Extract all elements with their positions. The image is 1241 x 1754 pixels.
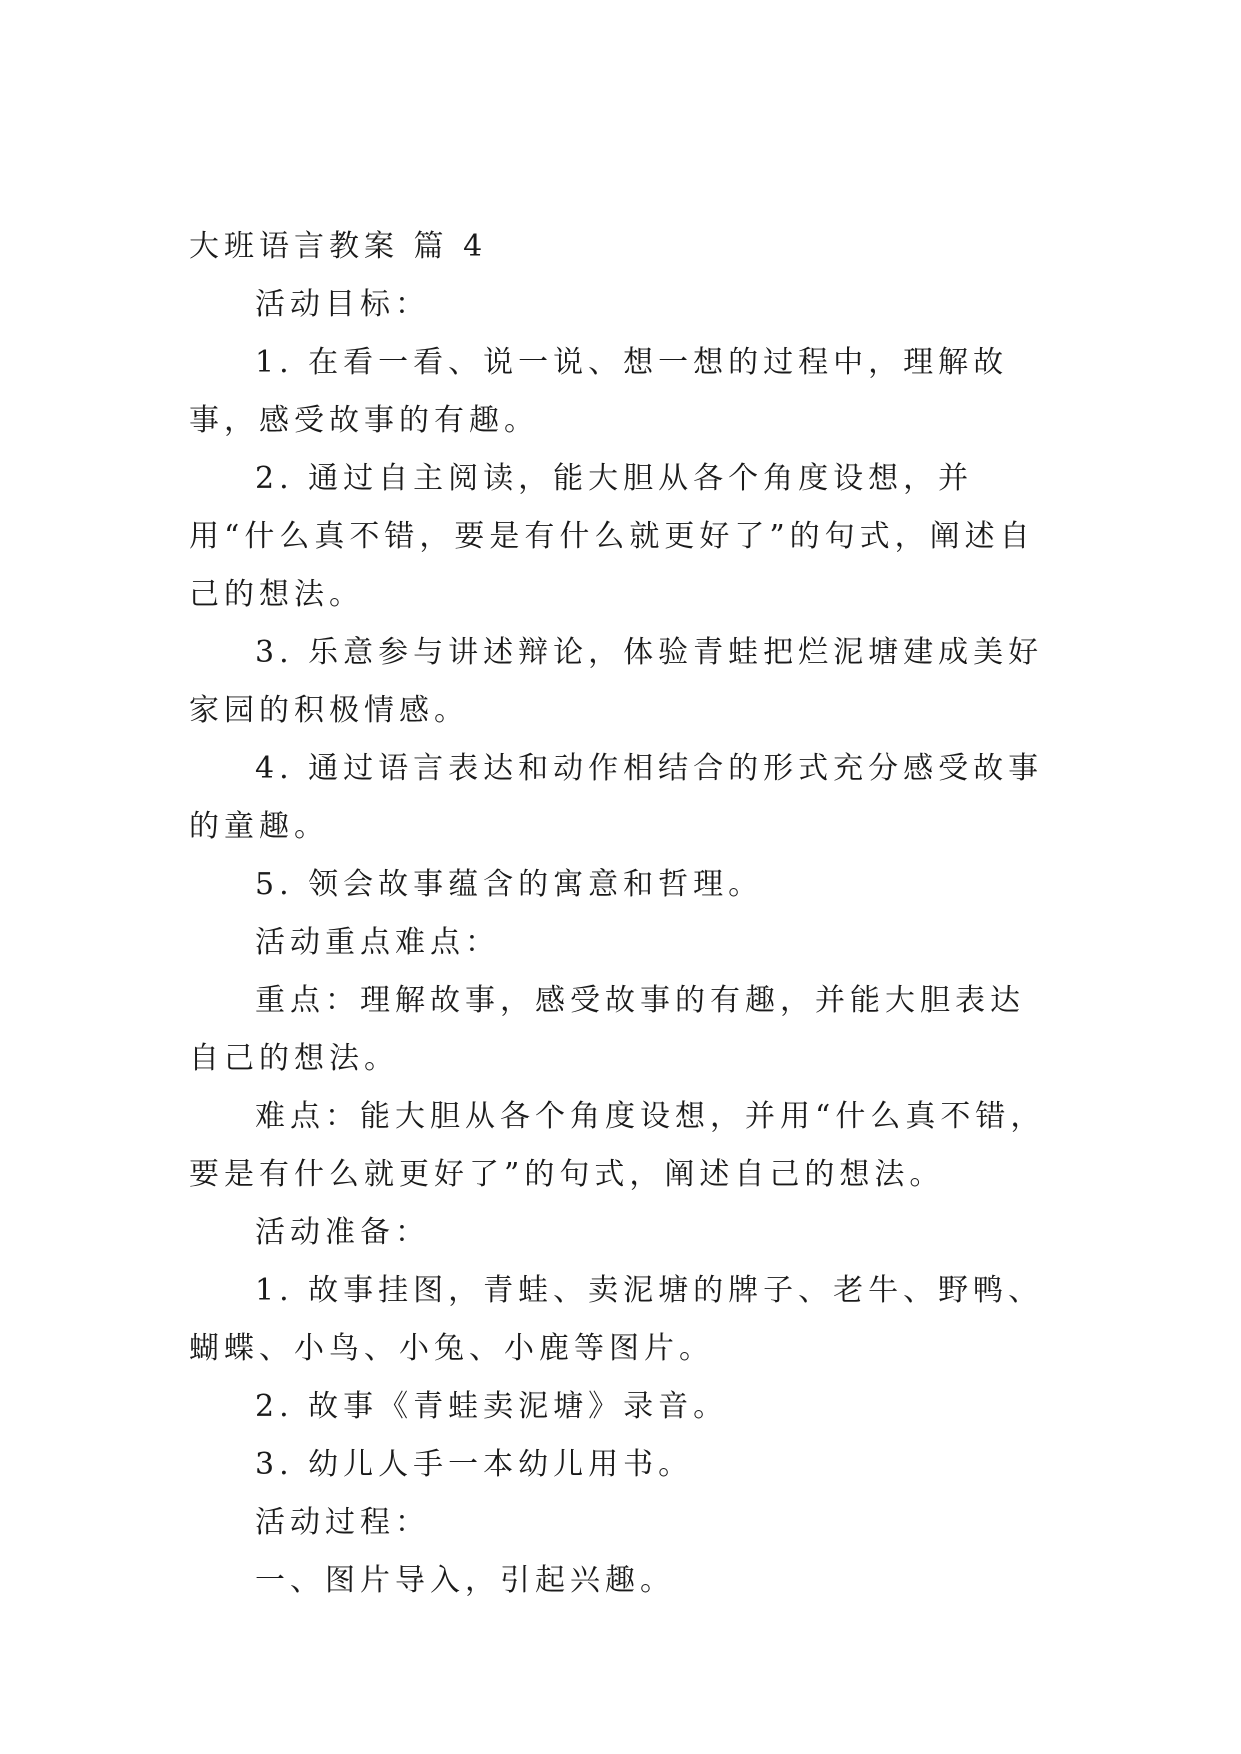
document-body	[189, 218, 1055, 1610]
preparation-item: 2. 故事《青蛙卖泥塘》录音。	[255, 1389, 729, 1424]
objective-item: 4. 通过语言表达和动作相结合的形式充分感受故事的童趣。	[189, 751, 1044, 844]
difficulty-paragraph: 难点：能大胆从各个角度设想，并用“什么真不错，要是有什么就更好了”的句式，阐述自己的想法。	[189, 1099, 1046, 1192]
section-heading-objectives: 活动目标：	[255, 287, 430, 322]
section-heading-process: 活动过程：	[255, 1505, 430, 1540]
preparation-item: 1. 故事挂图，青蛙、卖泥塘的牌子、老牛、野鸭、蝴蝶、小鸟、小兔、小鹿等图片。	[189, 1273, 1044, 1366]
objective-item: 1. 在看一看、说一说、想一想的过程中，理解故事，感受故事的有趣。	[189, 345, 1009, 438]
section-heading-preparation: 活动准备：	[255, 1215, 430, 1250]
objective-item: 2. 通过自主阅读，能大胆从各个角度设想，并用“什么真不错，要是有什么就更好了”的句式，阐述自己的想法。	[189, 461, 1035, 612]
key-point-paragraph: 重点：理解故事，感受故事的有趣，并能大胆表达自己的想法。	[189, 983, 1025, 1076]
objective-item: 3. 乐意参与讲述辩论，体验青蛙把烂泥塘建成美好家园的积极情感。	[189, 635, 1044, 728]
objective-item: 5. 领会故事蕴含的寓意和哲理。	[255, 867, 764, 902]
section-heading-key-points: 活动重点难点：	[255, 925, 500, 960]
document-title: 大班语言教案 篇 4	[189, 229, 488, 264]
process-step: 一、图片导入，引起兴趣。	[255, 1563, 675, 1598]
preparation-item: 3. 幼儿人手一本幼儿用书。	[255, 1447, 694, 1482]
